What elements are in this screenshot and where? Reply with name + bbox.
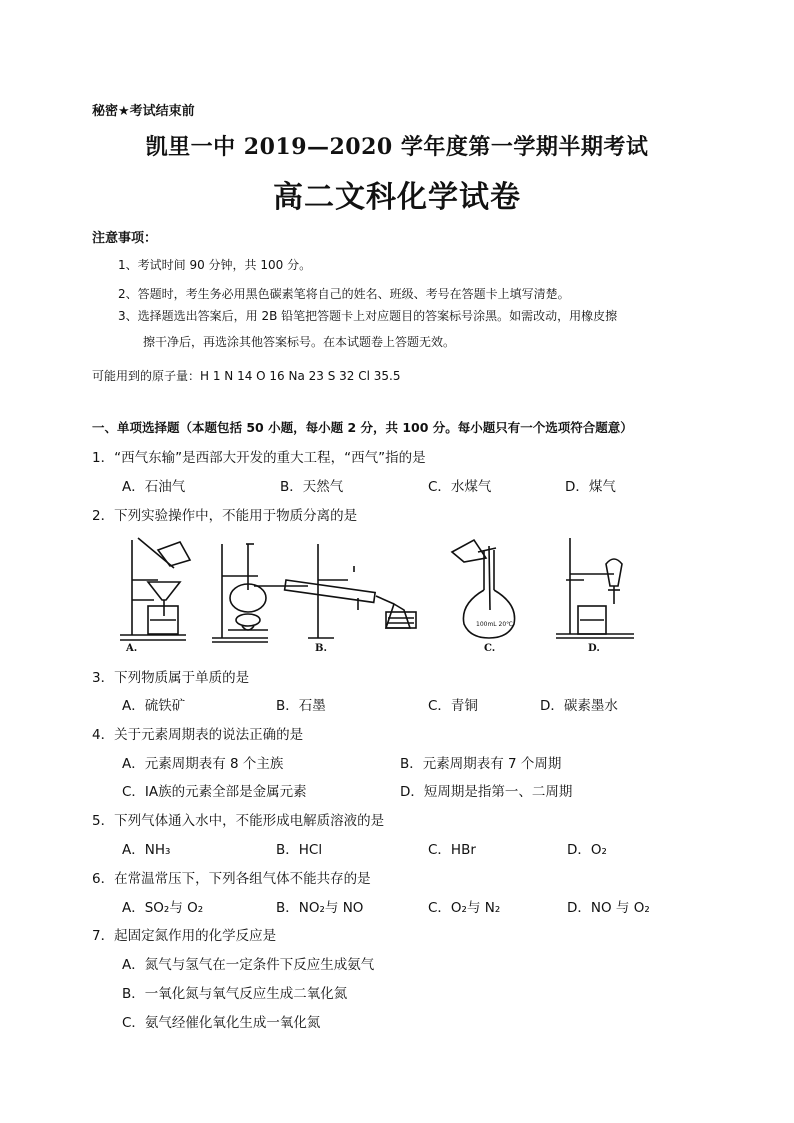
apparatus-a-filtration	[120, 538, 190, 654]
q6-option-a: A．SO₂与 O₂	[122, 900, 204, 916]
question-4-stem: 4．关于元素周期表的说法正确的是	[92, 727, 304, 743]
q7-option-c: C．氨气经催化氧化生成一氧化氮	[122, 1015, 321, 1031]
apparatus-b-distillation	[212, 544, 416, 654]
q4-option-d: D．短周期是指第一、二周期	[400, 784, 573, 800]
note-item: 2、答题时，考生务必用黑色碳素笔将自己的姓名、班级、考号在答题卡上填写清楚。	[118, 287, 570, 301]
q3-option-a: A．硫铁矿	[122, 698, 186, 714]
confidential-mark: 秘密★考试结束前	[92, 104, 195, 119]
q7-option-a: A．氮气与氢气在一定条件下反应生成氨气	[122, 957, 375, 973]
q5-option-c: C．HBr	[428, 842, 476, 858]
note-item: 擦干净后，再选涂其他答案标号。在本试题卷上答题无效。	[143, 335, 456, 349]
q1-option-c: C．水煤气	[428, 479, 492, 495]
note-item: 3、选择题选出答案后，用 2B 铅笔把答题卡上对应题目的答案标号涂黑。如需改动，用橡皮擦	[118, 309, 618, 323]
atomic-masses: 可能用到的原子量：H 1 N 14 O 16 Na 23 S 32 Cl 35.5	[92, 369, 401, 383]
apparatus-c-volumetric-flask	[452, 540, 515, 654]
question-1-stem: 1．“西气东输”是西部大开发的重大工程，“西气”指的是	[92, 450, 426, 466]
figure-label-b: B.	[315, 643, 327, 654]
question-2-stem: 2．下列实验操作中，不能用于物质分离的是	[92, 508, 358, 524]
q3-option-c: C．青铜	[428, 698, 478, 714]
q5-option-a: A．NH₃	[122, 842, 171, 858]
q3-option-d: D．碳素墨水	[540, 698, 618, 714]
question-6-stem: 6．在常温常压下，下列各组气体不能共存的是	[92, 871, 371, 887]
section-title: 一、单项选择题（本题包括 50 小题，每小题 2 分，共 100 分。每小题只有一个选项符合题意）	[92, 420, 633, 435]
q6-option-b: B．NO₂与 NO	[276, 900, 364, 916]
question-5-stem: 5．下列气体通入水中，不能形成电解质溶液的是	[92, 813, 385, 829]
figure-label-a: A.	[126, 643, 138, 654]
q6-option-c: C．O₂与 N₂	[428, 900, 501, 916]
q5-option-b: B．HCl	[276, 842, 323, 858]
q1-option-b: B．天然气	[280, 479, 344, 495]
apparatus-d-separatory-funnel	[556, 538, 634, 654]
q5-option-d: D．O₂	[567, 842, 607, 858]
q6-option-d: D．NO 与 O₂	[567, 900, 650, 916]
q1-option-d: D．煤气	[565, 479, 616, 495]
question-7-stem: 7．起固定氮作用的化学反应是	[92, 928, 277, 944]
figure-label-c: C.	[484, 643, 496, 654]
q3-option-b: B．石墨	[276, 698, 326, 714]
lab-apparatus-figure	[118, 530, 648, 655]
exam-subtitle: 高二文科化学试卷	[273, 180, 521, 215]
q1-option-a: A．石油气	[122, 479, 186, 495]
q7-option-b: B．一氧化氮与氧气反应生成二氧化氮	[122, 986, 348, 1002]
figure-label-d: D.	[588, 643, 600, 654]
notes-heading: 注意事项：	[92, 231, 158, 246]
note-item: 1、考试时间 90 分钟，共 100 分。	[118, 258, 312, 272]
q4-option-c: C．ⅠA族的元素全部是金属元素	[122, 784, 307, 800]
question-3-stem: 3．下列物质属于单质的是	[92, 670, 250, 686]
exam-title: 凯里一中 2019—2020 学年度第一学期半期考试	[145, 134, 649, 160]
q4-option-a: A．元素周期表有 8 个主族	[122, 756, 284, 772]
flask-label: 100mL 20℃	[476, 621, 513, 628]
q4-option-b: B．元素周期表有 7 个周期	[400, 756, 562, 772]
